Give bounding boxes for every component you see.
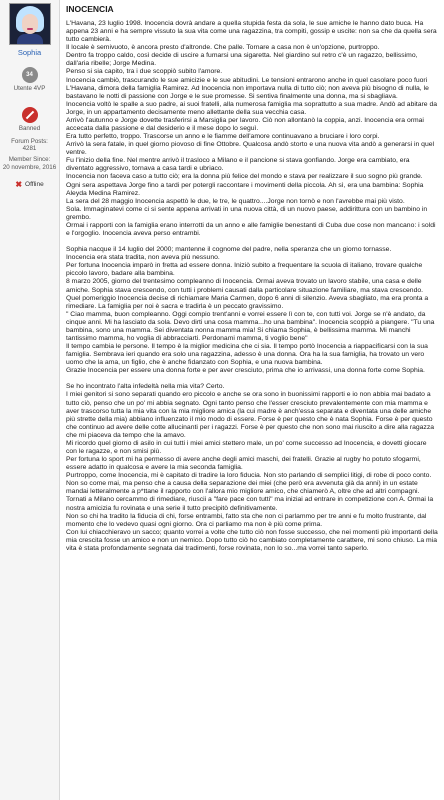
paragraph: Sola. Immaginatevi come ci si sente appena arrivati in una nuova città, di un nuovo paese, addirittura con un bambino in grembo.: [66, 205, 430, 221]
paragraph: Ormai i rapporti con la famiglia erano interrotti da un anno e alle famiglie benestanti di Cuba due cose non mancano: i soldi e l'orgoglio. Inocencia aveva perso entrambi.: [66, 221, 438, 238]
paragraph: Grazie Inocencia per essere una donna forte e per aver cresciuto, prima che io arrivassi, una donna forte come Sophia.: [66, 367, 425, 375]
paragraph: Il locale è semivuoto, è ancora presto d'altronde. Che palle. Tornare a casa non è un'opzione, purtroppo.: [66, 44, 380, 52]
paragraph: Arrivò la sera fatale, in quel giorno piovoso di fine Ottobre. Qualcosa andò storto e una nuova vita andò a generarsi in quel ventre.: [66, 141, 436, 157]
member-since-label: Member Since:: [8, 156, 51, 163]
paragraph: Per fortuna Inocencia imparò in fretta ad essere donna. Iniziò subito a frequentare la scuola di italiano, trovare qualche piccolo lavoro, badare alla bambina.: [66, 262, 425, 278]
paragraph: Inocencia era stata tradita, non aveva più nessuno.: [66, 254, 220, 262]
paragraph: I miei genitori si sono separati quando ero piccolo e anche se ora sono in buonissimi rapporti e io non abbia mai badato a tutto ciò, penso che un po' mi abbia segnato. Ogni tanto penso che l'esser cresciuto prevalentemente con mia mamma e aver trascorso tutta la mia vita con la mia migliore amica (la cui madre è anch'essa separata e diventata una delle amiche più strette della mia) abbiano influenzato il mio modo di essere. Forse è per questo che è nata Sophia. Forse è per questo che continuo ad avere delle cotte allucinanti per i ragazzi. Forse è per questo che non sono mai riuscito a dire alla ragazza che mi piaceva da tempo che la amavo.: [66, 391, 436, 439]
paragraph: Il tempo cambia le persone. Il tempo è la miglior medicina che ci sia. Il tempo portò Inocencia a riappacificarsi con la sua famiglia. Sembrava ieri quando era solo una ragazzina, adesso è una donna. Ora ha la sua famiglia, ha trovato un vero uomo che la ama, un figlio, che è anche fidanzato con Sophia, e una nuova bambina.: [66, 343, 430, 367]
paragraph: Quel pomeriggio Inocencia decise di richiamare Maria Carmen, dopo 6 anni di silenzio. Aveva sbagliato, ma era pronta a rimediare. La famiglia per noi è sacra e tradirla è un peccato gravissimo.: [66, 294, 431, 310]
forum-posts-count: 4281: [22, 145, 37, 153]
paragraph: Per fortuna lo sport mi ha permesso di avere anche degli amici maschi, dei fratelli. Grazie al rugby ho potuto sfogarmi, essere adatto in qualcosa e avere la mia seconda famiglia.: [66, 456, 423, 472]
username-link[interactable]: Sophia: [17, 48, 42, 57]
rank-badge-number: 34: [26, 72, 33, 78]
post-title: INOCENCIA: [66, 4, 114, 14]
paragraph: La sera del 28 maggio Inocencia aspettò le due, le tre, le quattro....Jorge non tornò e non l'avrebbe mai più visto.: [66, 197, 405, 205]
paragraph: Se ho incontrato l'alta infedeltà nella mia vita? Certo.: [66, 383, 225, 391]
paragraph: Inocencia non faceva caso a tutto ciò; era la donna più felice del mondo e stava per realizzare il suo sogno più grande. Ogni sera aspettava Jorge fino a tardi per potergli raccontare i movimenti della piccola. Ah sì, era una bambina: Sophia Aleyda Medina Ramirez.: [66, 173, 425, 197]
rank-badge-icon: [22, 67, 38, 83]
paragraph: Mi ricordo quel giorno di asilo in cui tutti i miei amici stettero male, un po' come successo ad Inocencia, e dovetti giocare con le ragazze, e non smisi più.: [66, 439, 429, 455]
paragraph: Non so chi ha tradito la fiducia di chi, forse entrambi, fatto sta che non ci parlammo per tre anni e fu molto frustrante, dal momento che lo vedevo quasi ogni giorno. Ora ci parliamo ma non è più come prima.: [66, 512, 429, 528]
paragraph: Inocencia voltò le spalle a suo padre, ai suoi fratelli, alla numerosa famiglia ma soprattutto a sua madre. Andò ad abitare da Jorge, in un appartamento decisamente meno allettante della sua vecchia casa.: [66, 100, 439, 116]
user-sidebar: [0, 0, 60, 800]
banned-icon: [22, 107, 38, 123]
paragraph: Era tutto perfetto, troppo. Trascorse un anno e le fiamme dell'amore continuavano a bruciare i loro corpi.: [66, 133, 380, 141]
paragraph: L'Havana, 23 luglio 1998. Inocencia dovrà andare a quella stupida festa da sola, le sue amiche le hanno dato buca. Ha appena 23 anni e ha sempre vissuto la sua vita come una ragazzina, tra compiti, gossip e uscite: non sa che da quella sera tutto cambierà.: [66, 20, 439, 44]
paragraph: " Ciao mamma, buon compleanno. Oggi compio trent'anni e vorrei essere lì con te, con tutti voi. Jorge se n'è andato, da cinque anni. Mi ha lasciato da sola. Devo dirti una cosa mamma...ho una bambina". Inocencia scoppiò a piangere. "Tu una bambina, sono una mamma. Sei diventata nonna mamma mia! Si chiama Sophia, è bellissima mamma. Mi manchi tantissimo mamma, ho voglia di abbracciarti. Perdonami mamma, ti voglio bene": [66, 310, 437, 342]
offline-icon: ✖: [15, 179, 23, 189]
paragraph: Arrivò l'autunno e Jorge dovette trasferirsi a Marsiglia per lavoro. Ciò non allontanò la coppia, anzi. Inocencia era ormai accecata dalla passione e dal desiderio e il mese dopo lo seguì.: [66, 116, 426, 133]
rank-label: Utente 4VP: [13, 85, 46, 92]
forum-posts-label: Forum Posts:: [11, 137, 48, 145]
paragraph: Purtroppo, come Inocencia, mi è capitato di tradire la loro fiducia. Non sto parlando di semplici litigi, di robe di poco conto. Non so come mai, ma penso che a causa della separazione dei miei (che però era avvenuta già da anni) in un estate mandai letteralmente a p*ttane il rapporto con l'allora mio migliore amico, che chiamerò A, oltre che ad altri compagni. Tornati a Milano cercammo di rimediare, riuscii a "fare pace con tutti" ma iniziai ad entrare in competizione con A. Ormai la nostra amicizia fu rovinata e una serie il tutto precipitò definitivamente.: [66, 472, 435, 512]
presence-indicator: [15, 180, 43, 189]
presence-label: Offline: [25, 180, 44, 188]
paragraph: Con lui chiacchieravo un sacco; quanto vorrei a volte che tutto ciò non fosse successo, che nei momenti più importanti della mia crescita fosse un amico e non un nemico. Dopo tutto ciò ho cambiato completamente carattere, mi sono chiuso. La mia vita è stata profondamente segnata dai tradimenti, forse rovinata, non lo so...ma vorrei tanto saperlo.: [66, 528, 440, 552]
avatar[interactable]: [9, 3, 51, 45]
member-since-date: 20 novembre, 2016: [2, 163, 57, 171]
paragraph: Inocencia cambiò, trascurando le sue amicizie e le sue abitudini. Le tensioni entrarono anche in quel casolare poco fuori L'Havana, dimora della famiglia Ramirez. Ad Inocencia non importava nulla di tutto ciò; non aveva più bisogno di nulla, le bastavano le notti di passione con Jorge e le sue promesse. Si sentiva finalmente una donna, ma si sbagliava.: [66, 76, 431, 100]
status-label: Banned: [18, 124, 41, 132]
paragraph: Fu l'inizio della fine. Nel mentre arrivò il trasloco a Milano e il pancione si stava gonfiando. Jorge era cambiato, era diventato aggressivo, tornava a casa tardi e ubriaco.: [66, 157, 412, 173]
paragraph: Sophia nacque il 14 luglio del 2000; mantenne il cognome del padre, nella speranza che un giorno tornasse.: [66, 246, 392, 254]
post-content: [60, 0, 444, 800]
paragraph: Dentro fa troppo caldo, così decide di uscire a fumarsi una sigaretta. Nel giardino sul retro c'è un ragazzo, bellissimo, dall'aria ribelle; Jorge Medina.: [66, 52, 420, 68]
paragraph: 8 marzo 2005, giorno del trentesimo compleanno di Inocencia. Ormai aveva trovato un lavoro stabile, una casa e delle amiche. Sophia stava crescendo, con tutti i problemi causati dalla particolare situazione familiare, ma stava crescendo.: [66, 278, 424, 294]
post-body: [66, 20, 438, 553]
paragraph: Penso si sia capito, tra i due scoppiò subito l'amore.: [66, 68, 223, 76]
